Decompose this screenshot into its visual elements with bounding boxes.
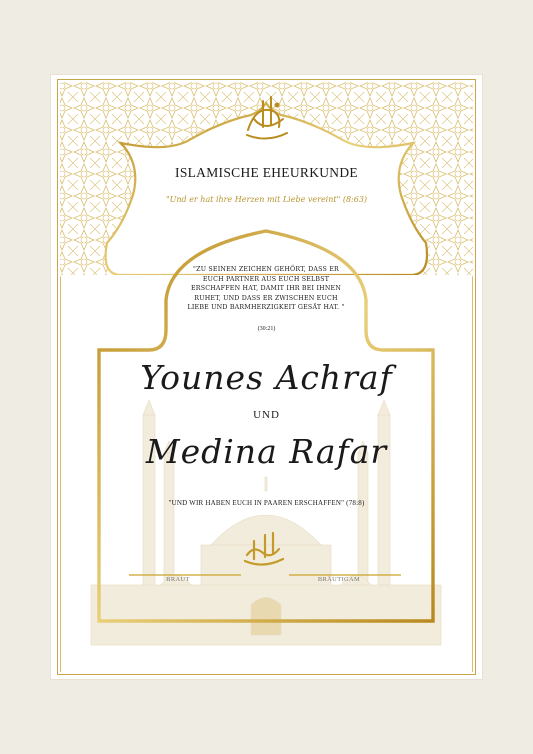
verse-line: LIEBE UND BARMHERZIGKEIT GESÄT HAT. ": [187, 304, 345, 312]
bottom-quote: "UND WIR HABEN EUCH IN PAAREN ERSCHAFFEN" (78:8): [168, 499, 365, 507]
bride-label: BRAUT: [166, 576, 190, 583]
bride-name: Medina Rafar: [145, 432, 388, 471]
certificate-subtitle: "Und er hat ihre Herzen mit Liebe vereint" (8:63): [165, 195, 368, 204]
verse-block: [166, 265, 366, 313]
groom-label: BRÄUTIGAM: [317, 576, 361, 583]
certificate-title: ISLAMISCHE EHEURKUNDE: [175, 165, 358, 180]
conjunction-text: UND: [253, 409, 280, 421]
verse-reference: (30:21): [257, 326, 276, 332]
certificate-page: [51, 75, 482, 679]
groom-name: Younes Achraf: [140, 358, 393, 397]
verse-line: ERSCHAFFEN HAT, DAMIT IHR BEI IHNEN: [190, 285, 342, 293]
verse-line: RUHET, UND DASS ER ZWISCHEN EUCH: [194, 294, 338, 302]
verse-line: "ZU SEINEN ZEICHEN GEHÖRT, DASS ER: [193, 266, 339, 273]
verse-line: EUCH PARTNER AUS EUCH SELBST: [202, 275, 330, 283]
